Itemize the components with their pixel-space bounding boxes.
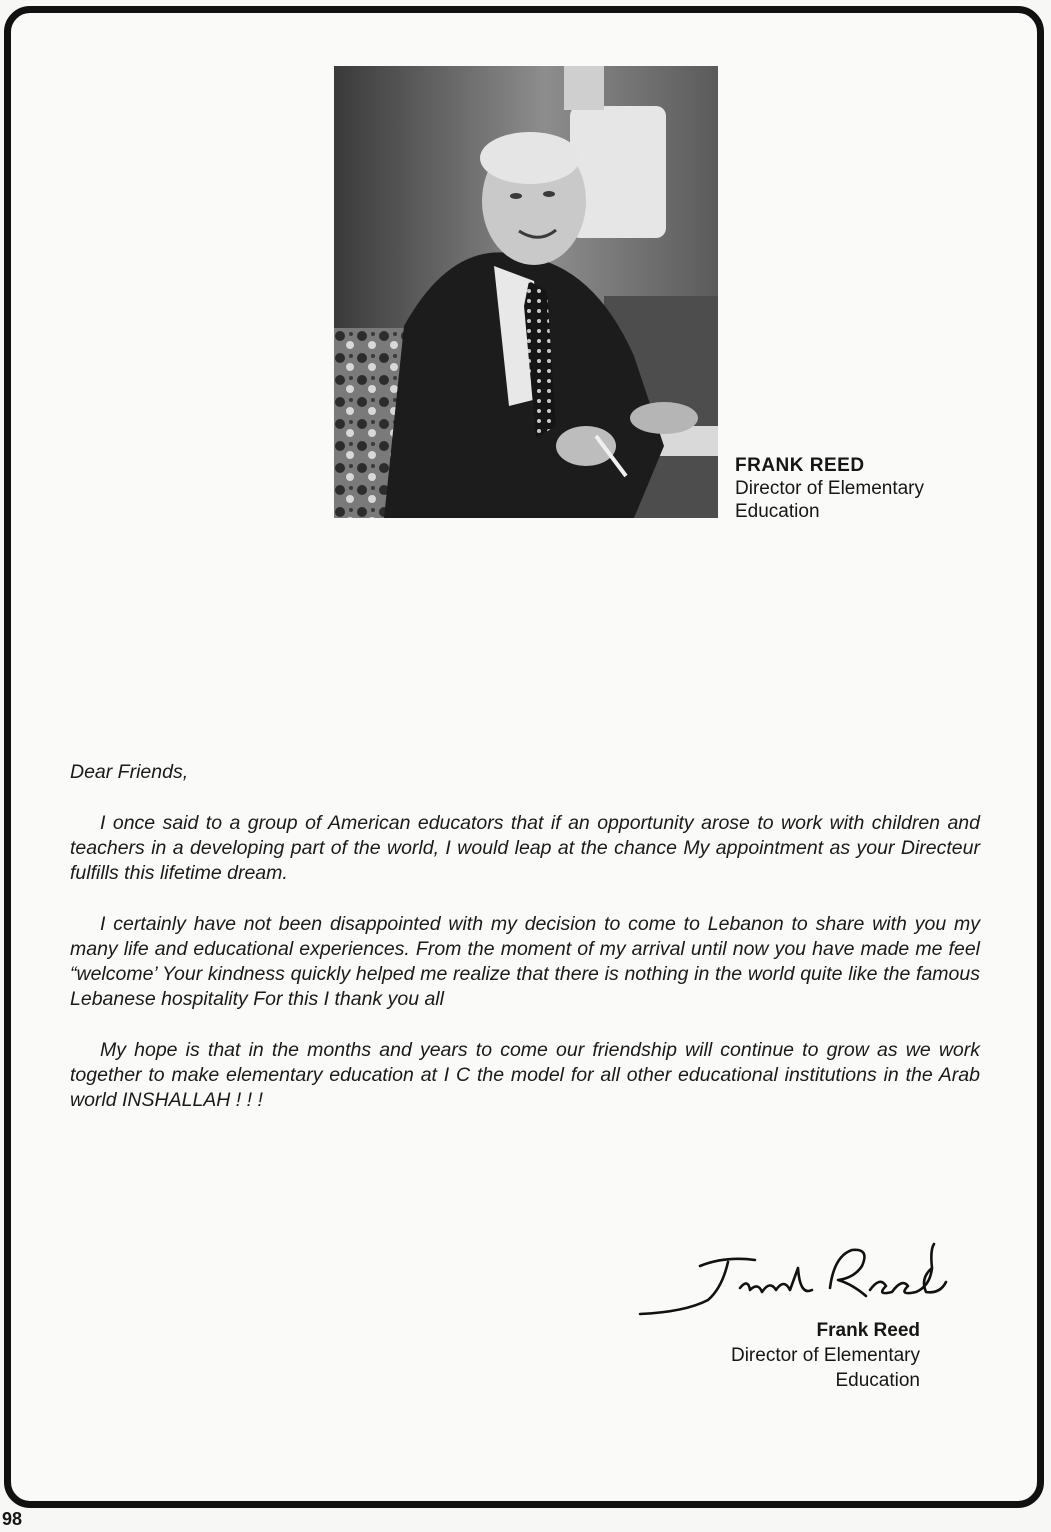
portrait-photo	[334, 66, 718, 518]
letter-salutation: Dear Friends,	[70, 761, 189, 783]
page-number: 98	[2, 1509, 23, 1529]
letter-paragraph-3: My hope is that in the months and years to come our friendship will continue to grow as we work together to make elementary education at I C the model for all other educational institutions in the Arab world INSHALLAH ! ! !	[70, 1039, 980, 1111]
caption-name: FRANK REED	[735, 455, 865, 476]
letter-paragraph-1: I once said to a group of American educators that if an opportunity arose to work with children and teachers in a developing part of the world, I would leap at the chance My appointment as your Directeur fulfills this lifetime dream.	[70, 812, 980, 884]
signer-title-line2: Education	[835, 1370, 920, 1391]
signer-title-line1: Director of Elementary	[730, 1345, 920, 1366]
caption-title: Director of Elementary Education	[735, 478, 925, 522]
letter-paragraph-2: I certainly have not been disappointed with my decision to come to Lebanon to share with you my many life and educational experiences. From the moment of my arrival until now you have made me feel “welcome’ Your kindness quickly helped me realize that there is nothing in the world quite like the famous Lebanese hospitality For this I thank you all	[70, 913, 980, 1010]
handwritten-signature	[630, 1238, 950, 1320]
signer-name: Frank Reed	[816, 1320, 920, 1341]
letter-body	[70, 760, 980, 1139]
photo-caption	[735, 454, 995, 523]
signature-block	[620, 1318, 920, 1393]
